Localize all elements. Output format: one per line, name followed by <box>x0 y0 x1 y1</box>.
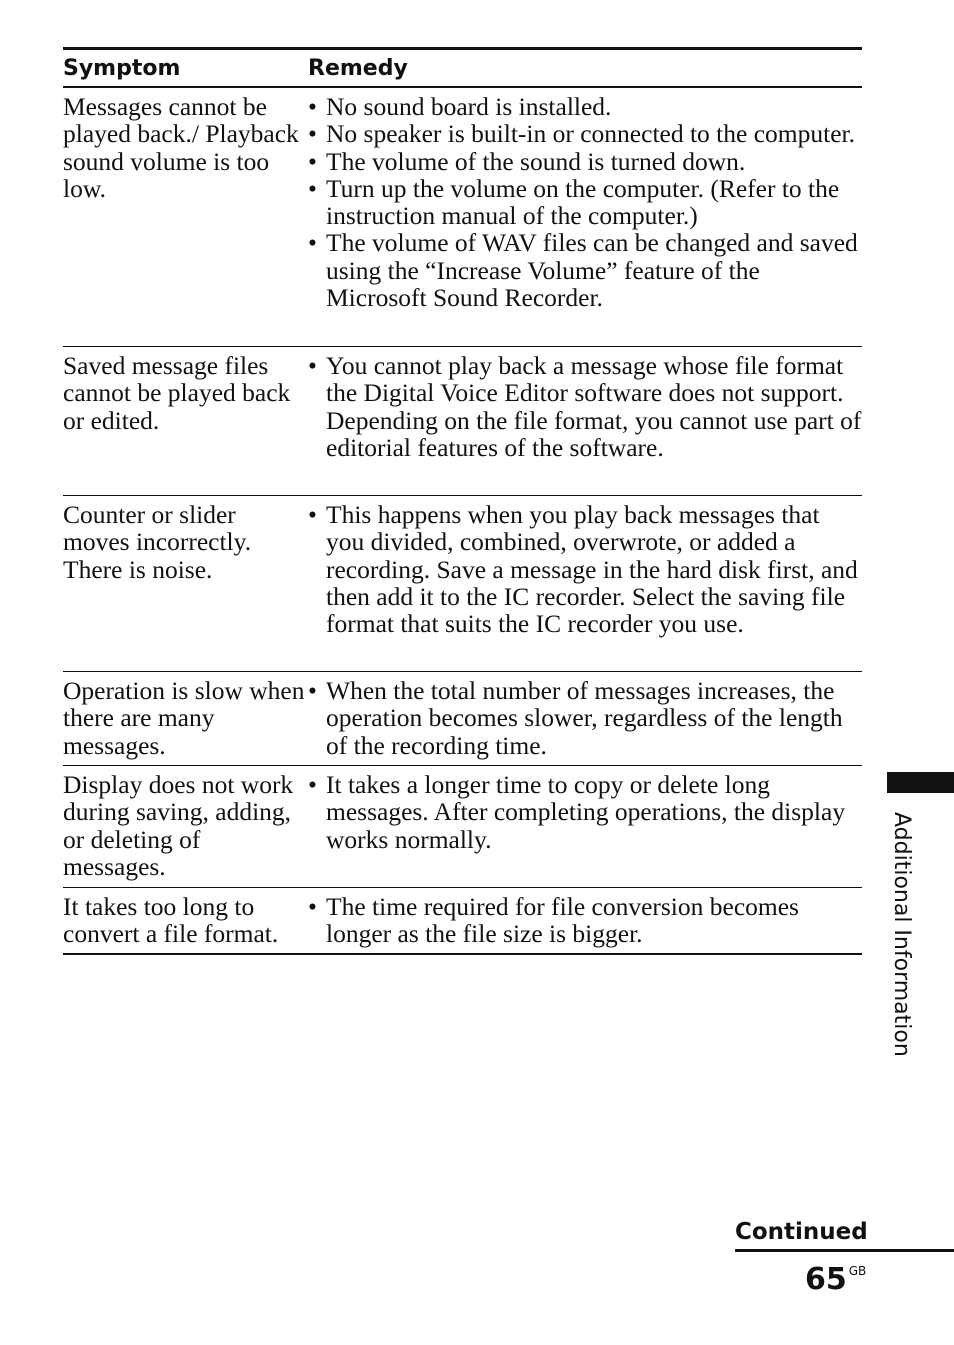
troubleshooting-table <box>63 47 862 955</box>
remedy-cell <box>308 766 862 887</box>
section-tab-marker <box>887 772 954 793</box>
bullet-icon: • <box>308 146 317 176</box>
remedy-item: • When the total number of messages increases, the operation becomes slower, regardless of the length of the recording time. <box>308 676 843 760</box>
remedy-item: • The volume of the sound is turned down. <box>308 146 746 176</box>
header-remedy: Remedy <box>308 55 408 81</box>
bullet-icon: • <box>308 351 317 380</box>
bullet-icon: • <box>308 500 317 529</box>
remedy-item: • You cannot play back a message whose file format the Digital Voice Editor software does not support. Depending on the file format, you cannot use part of editorial features of the software. <box>308 351 862 462</box>
table-row <box>63 496 862 672</box>
symptom-cell: Saved message files cannot be played back or edited. <box>63 351 291 435</box>
bullet-icon: • <box>308 770 317 799</box>
remedy-cell <box>308 88 862 346</box>
remedy-item: • No speaker is built-in or connected to the computer. <box>308 119 855 149</box>
section-side-label <box>886 812 914 1082</box>
remedy-cell <box>308 347 862 495</box>
remedy-cell <box>308 672 862 765</box>
table-row <box>63 347 862 496</box>
remedy-item: • Turn up the volume on the computer. (Refer to the instruction manual of the computer.) <box>308 173 840 231</box>
page-suffix: GB <box>848 1264 867 1278</box>
page-number: 65 $^{GB}$ <box>805 1262 867 1297</box>
table-row <box>63 888 862 955</box>
continued-label: Continued <box>735 1219 954 1252</box>
table-header <box>63 50 862 88</box>
bullet-icon: • <box>308 676 317 705</box>
remedy-item: • No sound board is installed. <box>308 92 612 121</box>
header-symptom: Symptom <box>63 55 181 81</box>
bullet-icon: • <box>308 228 317 258</box>
remedy-item: • This happens when you play back messages that you divided, combined, overwrote, or added a recording. Save a message in the hard disk first, and then add it to the IC recorder. Select the saving file format that suits the IC recorder you use. <box>308 500 858 639</box>
table-row <box>63 88 862 347</box>
symptom-cell: It takes too long to convert a file format. <box>63 892 279 949</box>
remedy-item: • It takes a longer time to copy or delete long messages. After completing operations, the display works normally. <box>308 770 846 854</box>
symptom-cell: Display does not work during saving, adding, or deleting of messages. <box>63 770 294 881</box>
table-row <box>63 672 862 766</box>
bullet-icon: • <box>308 119 317 149</box>
remedy-cell <box>308 888 862 953</box>
remedy-cell <box>308 496 862 671</box>
table-row <box>63 766 862 888</box>
bullet-icon: • <box>308 173 317 203</box>
symptom-cell: Messages cannot be played back./ Playback sound volume is too low. <box>63 92 299 203</box>
symptom-cell: Counter or slider moves incorrectly. There is noise. <box>63 500 252 584</box>
symptom-cell: Operation is slow when there are many messages. <box>63 676 305 760</box>
remedy-item: • The volume of WAV files can be changed and saved using the “Increase Volume” feature of the Microsoft Sound Recorder. <box>308 228 858 313</box>
remedy-item: • The time required for file conversion becomes longer as the file size is bigger. <box>308 892 799 949</box>
bullet-icon: • <box>308 92 317 121</box>
section-label-text: Additional Information <box>889 812 914 1057</box>
bullet-icon: • <box>308 892 317 921</box>
